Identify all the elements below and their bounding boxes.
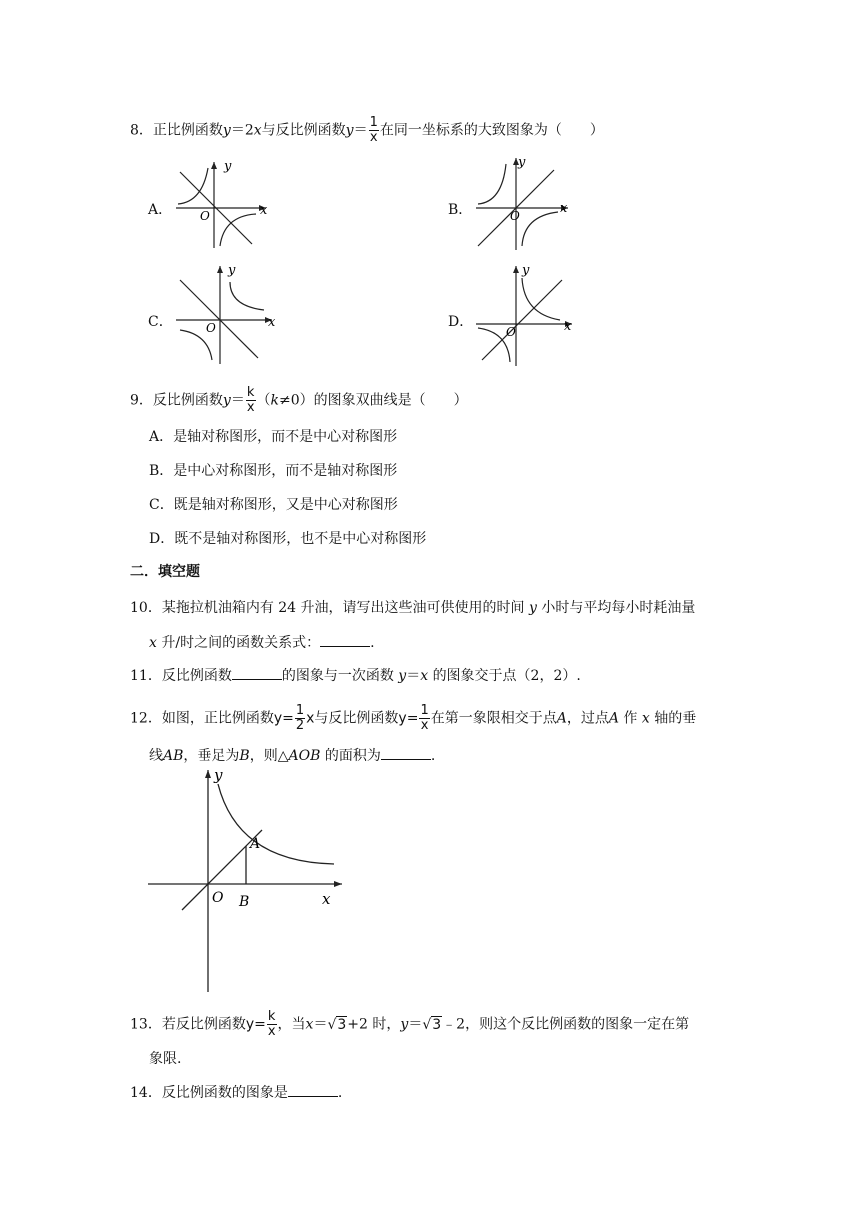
q13-line1 <box>130 1010 689 1039</box>
fraction-numerator: 1 <box>295 703 305 718</box>
fraction-denominator: x <box>420 718 429 733</box>
q8-option-b-graph <box>472 154 572 252</box>
fig-origin-label: O <box>212 890 224 906</box>
q12-text: 线 <box>149 748 163 764</box>
q12-triangle-aob: AOB <box>288 748 321 764</box>
fraction-denominator: 2 <box>295 718 305 733</box>
axis-x-label: x <box>560 201 568 216</box>
q12-line2 <box>149 745 435 766</box>
q11-text: ＝ <box>406 668 421 684</box>
q13-text: ﹣2，则这个反比例函数的图象一定在第 <box>442 1016 690 1033</box>
sqrt-symbol: √3 <box>422 1016 442 1033</box>
answer-blank[interactable] <box>320 632 370 647</box>
q13-text: ，当 <box>277 1016 306 1033</box>
q10-text: 升/时之间的函数关系式： <box>161 635 321 651</box>
fig-y-label: y <box>214 766 223 784</box>
fig-x-label: x <box>322 890 331 908</box>
q10-var-x: x <box>149 635 157 651</box>
axis-y-label: y <box>228 263 236 278</box>
q11-text: 的图象交于点（2，2）. <box>432 668 581 684</box>
q9-option-d: D．既不是轴对称图形，也不是中心对称图形 <box>149 531 427 547</box>
q11-text: 11．反比例函数 <box>130 668 232 684</box>
q10-var-y: y <box>528 600 537 616</box>
q9-fraction <box>246 386 256 415</box>
q9-number: 9． <box>130 392 153 409</box>
q8-text: 在同一坐标系的大致图象为（ ） <box>379 122 604 139</box>
fraction-numerator: 1 <box>369 115 378 130</box>
q8-option-a-label: A． <box>148 202 173 218</box>
q13-line2: 象限. <box>149 1051 182 1067</box>
axis-y-label: y <box>522 263 530 278</box>
q13-text: ＝ <box>408 1016 423 1033</box>
q12-fraction-half <box>295 704 305 733</box>
q8-option-d-graph <box>472 262 580 368</box>
q12-point-b: B <box>239 748 250 764</box>
q8-var-y: y <box>222 122 231 139</box>
q8-fraction <box>369 116 379 145</box>
q9-var-y: y <box>222 392 231 409</box>
origin-label: O <box>200 209 210 223</box>
q8-text: ＝2 <box>230 122 254 139</box>
q8-stem <box>130 116 604 145</box>
q8-option-b-label: B． <box>448 202 473 218</box>
axis-x-label: x <box>260 203 268 218</box>
answer-blank[interactable] <box>232 665 282 680</box>
fraction-numerator: k <box>267 1009 276 1024</box>
q12-formula: x <box>306 710 315 727</box>
q12-text: 的面积为 <box>324 748 381 764</box>
q8-var-x: x <box>253 122 262 139</box>
q10-text: 小时与平均每小时耗油量 <box>541 600 696 616</box>
q8-text: ＝ <box>353 122 368 139</box>
q12-segment-ab: AB <box>163 748 184 764</box>
answer-blank[interactable] <box>288 1082 338 1097</box>
q12-point-a: A <box>556 710 567 727</box>
fraction-denominator: x <box>267 1024 276 1039</box>
q13-fraction <box>267 1010 277 1039</box>
q11-var-y: y <box>398 668 407 684</box>
q12-var-x: x <box>641 710 650 727</box>
origin-label: O <box>206 321 216 335</box>
fraction-numerator: 1 <box>420 703 429 718</box>
q12-point-a: A <box>608 710 619 727</box>
q10-line2 <box>149 632 375 653</box>
sqrt-symbol: √3 <box>327 1016 347 1033</box>
q8-option-a-graph <box>172 158 272 250</box>
q13-var-x: x <box>305 1016 314 1033</box>
fig-point-b-label: B <box>239 894 250 910</box>
q9-option-a: A．是轴对称图形，而不是中心对称图形 <box>149 429 398 445</box>
fig-point-a-label: A <box>250 836 261 852</box>
q12-text: 作 <box>623 710 638 727</box>
origin-label: O <box>506 325 516 339</box>
q8-option-d-label: D． <box>448 314 474 330</box>
q12-text: ，垂足为 <box>183 748 240 764</box>
q8-text: 正比例函数 <box>152 122 223 139</box>
q9-text: ≠0）的图象双曲线是（ ） <box>279 392 468 409</box>
q12-text: ，则△ <box>249 748 289 764</box>
q9-text: ＝ <box>230 392 245 409</box>
q12-formula: y= <box>273 710 294 727</box>
q12-text: ，过点 <box>566 710 609 727</box>
q14-stem <box>130 1082 342 1103</box>
fraction-denominator: x <box>369 130 378 145</box>
axis-x-label: x <box>564 319 572 334</box>
sqrt-radicand: 3 <box>432 1016 442 1033</box>
answer-blank[interactable] <box>381 745 431 760</box>
q12-figure <box>146 766 346 994</box>
q8-number: 8． <box>130 122 153 139</box>
q13-text: ＝ <box>313 1016 328 1033</box>
fraction-denominator: x <box>246 400 255 415</box>
q13-formula: y= <box>245 1016 266 1033</box>
q14-text: 14．反比例函数的图象是 <box>130 1085 288 1101</box>
q8-var-y: y <box>345 122 354 139</box>
q13-var-y: y <box>400 1016 409 1033</box>
q9-text: 反比例函数 <box>152 392 223 409</box>
q14-text: . <box>337 1085 343 1101</box>
q12-text: . <box>430 748 436 764</box>
q8-option-c-graph <box>172 262 280 366</box>
q10-text: 10．某拖拉机油箱内有 24 升油，请写出这些油可供使用的时间 <box>130 600 525 616</box>
q10-text: . <box>370 635 375 651</box>
section-heading: 二．填空题 <box>130 564 200 580</box>
q13-text: 13．若反比例函数 <box>130 1016 246 1033</box>
q12-text: 12．如图，正比例函数 <box>130 710 274 727</box>
q12-line1 <box>130 704 696 733</box>
q11-text: 的图象与一次函数 <box>281 668 394 684</box>
origin-label: O <box>510 209 520 223</box>
q12-text: 与反比例函数 <box>314 710 399 727</box>
fraction-numerator: k <box>246 385 255 400</box>
q8-text: 与反比例函数 <box>261 122 346 139</box>
q11-stem <box>130 665 581 686</box>
sqrt-radicand: 3 <box>337 1016 347 1033</box>
axis-y-label: y <box>518 155 526 170</box>
axis-y-label: y <box>224 159 232 174</box>
q12-formula: y= <box>398 710 419 727</box>
q10-line1 <box>130 598 695 618</box>
q9-var-k: k <box>270 392 280 409</box>
q11-var-x: x <box>420 668 429 684</box>
q12-fraction-one-over-x <box>419 704 429 733</box>
axis-x-label: x <box>268 315 276 330</box>
q9-stem <box>130 386 468 415</box>
q9-text: （ <box>256 392 271 409</box>
q12-text: 轴的垂 <box>654 710 697 727</box>
q9-option-c: C．既是轴对称图形，又是中心对称图形 <box>149 497 398 513</box>
q12-text: 在第一象限相交于点 <box>430 710 557 727</box>
q9-option-b: B．是中心对称图形，而不是轴对称图形 <box>149 463 398 479</box>
q8-option-c-label: C． <box>148 314 173 330</box>
q13-text: +2 时， <box>347 1016 401 1033</box>
